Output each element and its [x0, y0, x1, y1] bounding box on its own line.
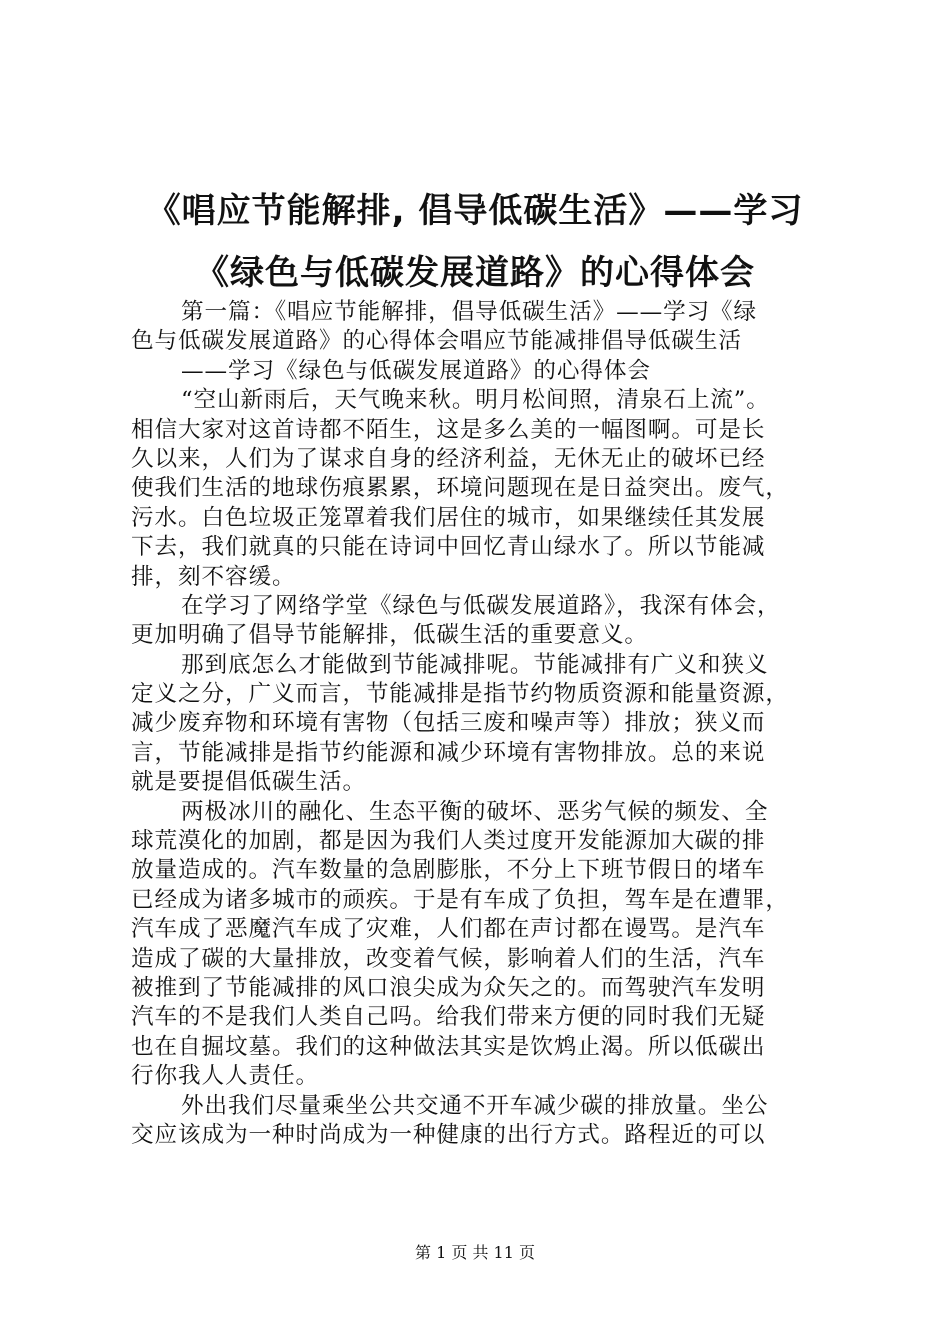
body-line: 在学习了网络学堂《绿色与低碳发展道路》，我深有体会， — [181, 592, 781, 619]
body-line: 言，节能减排是指节约能源和减少环境有害物排放。总的来说 — [131, 739, 766, 766]
body-line: 放量造成的。汽车数量的急剧膨胀，不分上下班节假日的堵车 — [131, 857, 766, 884]
body-line: 相信大家对这首诗都不陌生，这是多么美的一幅图啊。可是长 — [131, 416, 766, 443]
body-line: 外出我们尽量乘坐公共交通不开车减少碳的排放量。坐公 — [181, 1092, 769, 1119]
body-line: 污水。白色垃圾正笼罩着我们居住的城市，如果继续任其发展 — [131, 504, 766, 531]
body-line: 色与低碳发展道路》的心得体会唱应节能减排倡导低碳生活 — [131, 328, 742, 355]
document-body — [131, 298, 831, 1150]
body-line: 交应该成为一种时尚成为一种健康的出行方式。路程近的可以 — [131, 1121, 766, 1148]
body-line: 排，刻不容缓。 — [131, 563, 296, 590]
body-line: “空山新雨后，天气晚来秋。明月松间照，清泉石上流”。 — [181, 387, 770, 414]
body-line: 就是要提倡低碳生活。 — [131, 769, 366, 796]
body-line: 球荒漠化的加剧，都是因为我们人类过度开发能源加大碳的排 — [131, 828, 766, 855]
body-line: 使我们生活的地球伤痕累累，环境问题现在是日益突出。废气， — [131, 475, 789, 502]
page-number-footer: 第 1 页 共 11 页 — [415, 1243, 535, 1262]
body-line: 那到底怎么才能做到节能减排呢。节能减排有广义和狭义 — [181, 651, 769, 678]
document-title-line-1: 《唱应节能解排, 倡导低碳生活》——学习 — [146, 191, 804, 231]
body-line: 汽车成了恶魔汽车成了灾难，人们都在声讨都在谩骂。是汽车 — [131, 916, 766, 943]
body-line: 行你我人人责任。 — [131, 1063, 319, 1090]
body-line: 减少废弃物和环境有害物（包括三废和噪声等）排放；狭义而 — [131, 710, 766, 737]
body-line: ——学习《绿色与低碳发展道路》的心得体会 — [181, 357, 651, 384]
body-line: 造成了碳的大量排放，改变着气候，影响着人们的生活，汽车 — [131, 945, 766, 972]
body-line: 第一篇：《唱应节能解排，倡导低碳生活》——学习《绿 — [181, 299, 758, 325]
body-line: 汽车的不是我们人类自己吗。给我们带来方便的同时我们无疑 — [131, 1004, 766, 1031]
document-title-line-2: 《绿色与低碳发展道路》的心得体会 — [195, 253, 755, 293]
body-line: 两极冰川的融化、生态平衡的破坏、恶劣气候的频发、全 — [181, 798, 769, 825]
body-line: 也在自掘坟墓。我们的这种做法其实是饮鸩止渴。所以低碳出 — [131, 1033, 766, 1060]
body-line: 定义之分，广义而言，节能减排是指节约物质资源和能量资源， — [131, 681, 789, 708]
body-line: 下去，我们就真的只能在诗词中回忆青山绿水了。所以节能减 — [131, 534, 766, 561]
body-line: 已经成为诸多城市的顽疾。于是有车成了负担，驾车是在遭罪， — [131, 886, 789, 913]
body-line: 更加明确了倡导节能解排，低碳生活的重要意义。 — [131, 622, 648, 649]
body-line: 久以来，人们为了谋求自身的经济利益，无休无止的破坏已经 — [131, 445, 766, 472]
body-line: 被推到了节能减排的风口浪尖成为众矢之的。而驾驶汽车发明 — [131, 974, 766, 1001]
